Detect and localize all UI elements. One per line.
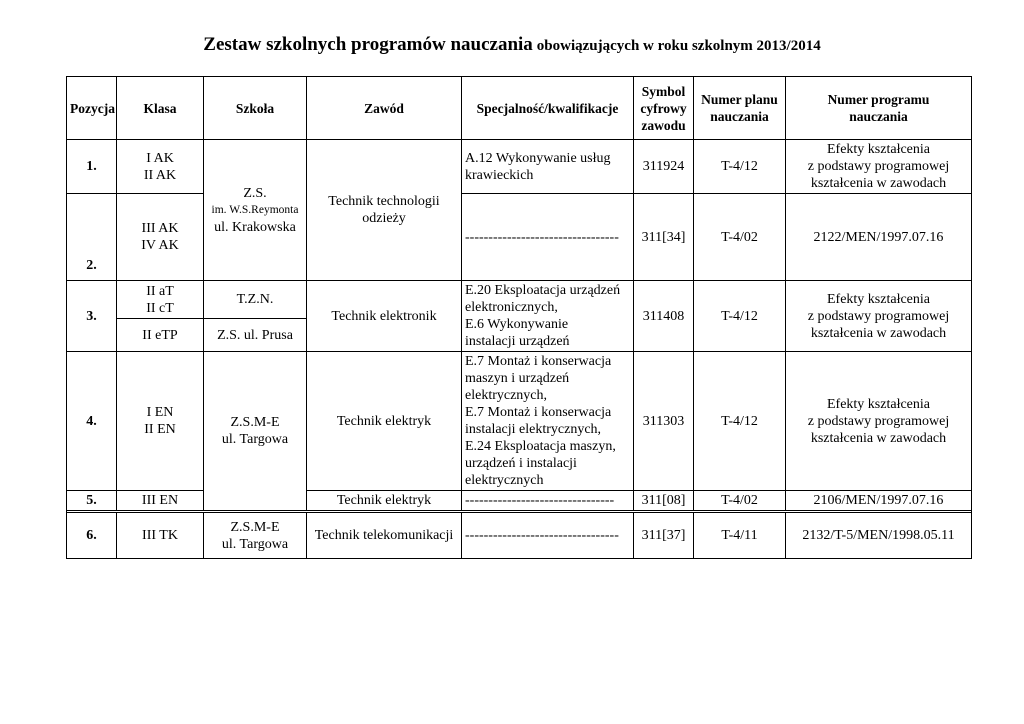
row-klasa: I EN II EN: [117, 352, 204, 491]
row-klasa: III EN: [117, 491, 204, 511]
header-program: Numer programu nauczania: [786, 77, 972, 140]
row-specjalnosc: A.12 Wykonywanie usług krawieckich: [462, 140, 634, 194]
table-row: [67, 194, 972, 281]
row-plan: T-4/02: [694, 491, 786, 511]
row-specjalnosc: ---------------------------------: [462, 513, 634, 559]
row-position: 3.: [67, 281, 117, 352]
header-row: [67, 77, 972, 140]
title-rest: obowiązujących w roku szkolnym 2013/2014: [536, 38, 821, 54]
row-position: 5.: [67, 491, 117, 511]
row-szkola: Z.S.M-E ul. Targowa: [204, 352, 307, 511]
row-zawod: Technik elektryk: [307, 491, 462, 511]
row-position: 2.: [67, 194, 117, 281]
table-row: [67, 281, 972, 319]
header-plan: Numer planu nauczania: [694, 77, 786, 140]
header-symbol: Symbol cyfrowy zawodu: [634, 77, 694, 140]
row-plan: T-4/12: [694, 281, 786, 352]
row-klasa: I AK II AK: [117, 140, 204, 194]
row-szkola: Z.S.M-E ul. Targowa: [204, 513, 307, 559]
row-specjalnosc: ---------------------------------: [462, 194, 634, 281]
row-program: Efekty kształcenia z podstawy programowej kształcenia w zawodach: [786, 352, 972, 491]
row-klasa: III AK IV AK: [117, 194, 204, 281]
table-row: [67, 491, 972, 511]
row-program: 2122/MEN/1997.07.16: [786, 194, 972, 281]
row-zawod: Technik telekomunikacji: [307, 513, 462, 559]
row-plan: T-4/12: [694, 140, 786, 194]
table-row: [67, 513, 972, 559]
header-klasa: Klasa: [117, 77, 204, 140]
row-zawod: Technik elektryk: [307, 352, 462, 491]
row-plan: T-4/02: [694, 194, 786, 281]
row-specjalnosc: E.20 Eksploatacja urządzeń elektronicznych, E.6 Wykonywanie instalacji urządzeń: [462, 281, 634, 352]
row-symbol: 311[34]: [634, 194, 694, 281]
row-klasa: II eTP: [117, 319, 204, 352]
title-main: Zestaw szkolnych programów nauczania: [203, 34, 533, 55]
row-szkola: T.Z.N.: [204, 281, 307, 319]
row-zawod: Technik technologii odzieży: [307, 140, 462, 281]
table-row: [67, 140, 972, 194]
header-pozycja: Pozycja: [67, 77, 117, 140]
row-szkola: Z.S. ul. Prusa: [204, 319, 307, 352]
row-symbol: 311[37]: [634, 513, 694, 559]
header-zawod: Zawód: [307, 77, 462, 140]
row-program: Efekty kształcenia z podstawy programowej kształcenia w zawodach: [786, 281, 972, 352]
row-plan: T-4/12: [694, 352, 786, 491]
row-position: 1.: [67, 140, 117, 194]
row-symbol: 311924: [634, 140, 694, 194]
row-program: Efekty kształcenia z podstawy programowej kształcenia w zawodach: [786, 140, 972, 194]
program-table: [66, 76, 972, 559]
row-klasa: III TK: [117, 513, 204, 559]
row-program: 2106/MEN/1997.07.16: [786, 491, 972, 511]
header-szkola: Szkoła: [204, 77, 307, 140]
row-symbol: 311408: [634, 281, 694, 352]
row-klasa: II aT II cT: [117, 281, 204, 319]
row-symbol: 311303: [634, 352, 694, 491]
header-specjalnosc: Specjalność/kwalifikacje: [462, 77, 634, 140]
row-zawod: Technik elektronik: [307, 281, 462, 352]
row-plan: T-4/11: [694, 513, 786, 559]
row-position: 4.: [67, 352, 117, 491]
row-position: 6.: [67, 513, 117, 559]
table-row: [67, 352, 972, 491]
row-specjalnosc: --------------------------------: [462, 491, 634, 511]
page-title: [0, 34, 1024, 56]
row-program: 2132/T-5/MEN/1998.05.11: [786, 513, 972, 559]
row-specjalnosc: E.7 Montaż i konserwacja maszyn i urządzeń elektrycznych, E.7 Montaż i konserwacja instalacji elektrycznych, E.24 Eksploatacja maszyn, urządzeń i instalacji elektrycznych: [462, 352, 634, 491]
row-symbol: 311[08]: [634, 491, 694, 511]
row-szkola: Z.S. im. W.S.Reymonta ul. Krakowska: [204, 140, 307, 281]
